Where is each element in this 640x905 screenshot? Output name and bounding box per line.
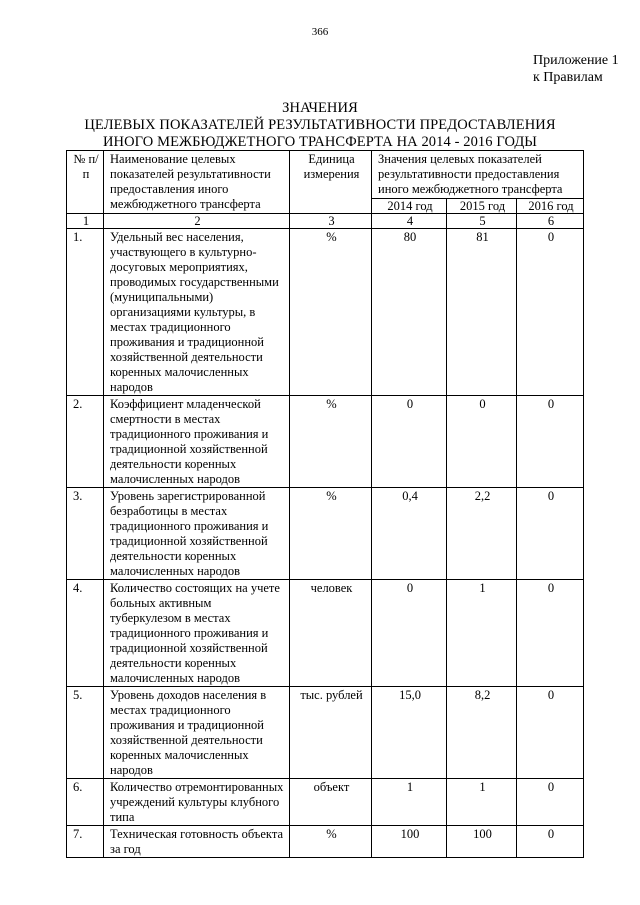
unit-cell: %: [290, 488, 372, 580]
indicator-name: Техническая готовность объекта за год: [104, 826, 290, 858]
row-number: 1.: [67, 229, 104, 396]
value-2016: 0: [517, 229, 584, 396]
value-2016: 0: [517, 687, 584, 779]
value-2015: 8,2: [447, 687, 517, 779]
row-number: 5.: [67, 687, 104, 779]
value-2016: 0: [517, 826, 584, 858]
value-2016: 0: [517, 488, 584, 580]
indicator-name: Уровень зарегистрированной безработицы в местах традиционного проживания и традиционной хозяйственной деятельности коренных малочисленных народов: [104, 488, 290, 580]
page-number: 366: [311, 26, 329, 38]
row-number: 3.: [67, 488, 104, 580]
table-row: [67, 779, 584, 826]
value-2016: 0: [517, 396, 584, 488]
title-line-2: ЦЕЛЕВЫХ ПОКАЗАТЕЛЕЙ РЕЗУЛЬТАТИВНОСТИ ПРЕДОСТАВЛЕНИЯ: [84, 117, 556, 133]
column-number: 3: [290, 214, 372, 229]
value-2014: 0: [372, 396, 447, 488]
value-2014: 100: [372, 826, 447, 858]
value-2016: 0: [517, 580, 584, 687]
value-2015: 2,2: [447, 488, 517, 580]
column-number: 4: [372, 214, 447, 229]
table-row: [67, 396, 584, 488]
title-line-3: ИНОГО МЕЖБЮДЖЕТНОГО ТРАНСФЕРТА НА 2014 - 2016 ГОДЫ: [102, 134, 538, 150]
unit-cell: %: [290, 826, 372, 858]
unit-cell: %: [290, 229, 372, 396]
indicator-name: Количество состоящих на учете больных активным туберкулезом в местах традиционного проживания и традиционной хозяйственной деятельности коренных малочисленных народов: [104, 580, 290, 687]
row-number: 2.: [67, 396, 104, 488]
indicators-table: [66, 150, 584, 858]
indicator-name: Удельный вес населения, участвующего в культурно-досуговых мероприятиях, проводимых государственными (муниципальными) организациями культуры, в местах традиционного проживания и традиционной хозяйственной деятельности коренных малочисленных народов: [104, 229, 290, 396]
column-number: 6: [517, 214, 584, 229]
row-number: 6.: [67, 779, 104, 826]
title-line-1: ЗНАЧЕНИЯ: [282, 100, 358, 116]
value-2014: 0: [372, 580, 447, 687]
unit-cell: тыс. рублей: [290, 687, 372, 779]
value-2014: 80: [372, 229, 447, 396]
appendix-caption: [533, 52, 619, 86]
header-unit: Единица измерения: [290, 151, 372, 214]
indicator-name: Уровень доходов населения в местах традиционного проживания и традиционной хозяйственной деятельности коренных малочисленных народов: [104, 687, 290, 779]
value-2014: 0,4: [372, 488, 447, 580]
table-row: [67, 488, 584, 580]
indicator-name: Количество отремонтированных учреждений культуры клубного типа: [104, 779, 290, 826]
column-number: 1: [67, 214, 104, 229]
header-values: Значения целевых показателей результативности предоставления иного межбюджетного трансферта: [372, 151, 584, 199]
value-2016: 0: [517, 779, 584, 826]
column-number: 5: [447, 214, 517, 229]
header-num: № п/п: [67, 151, 104, 214]
appendix-line-1: Приложение 1: [533, 53, 619, 68]
table-row: [67, 229, 584, 396]
indicator-name: Коэффициент младенческой смертности в местах традиционного проживания и традиционной хозяйственной деятельности коренных малочисленных народов: [104, 396, 290, 488]
value-2014: 15,0: [372, 687, 447, 779]
unit-cell: объект: [290, 779, 372, 826]
appendix-line-2: к Правилам: [533, 70, 603, 85]
table-row: [67, 580, 584, 687]
column-number-row: [67, 214, 584, 229]
header-year-2015: 2015 год: [447, 199, 517, 214]
value-2015: 1: [447, 580, 517, 687]
document-title: [0, 100, 640, 151]
table-header-row: [67, 151, 584, 199]
value-2015: 100: [447, 826, 517, 858]
row-number: 4.: [67, 580, 104, 687]
value-2015: 0: [447, 396, 517, 488]
unit-cell: %: [290, 396, 372, 488]
value-2015: 1: [447, 779, 517, 826]
unit-cell: человек: [290, 580, 372, 687]
table-row: [67, 687, 584, 779]
header-year-2016: 2016 год: [517, 199, 584, 214]
value-2014: 1: [372, 779, 447, 826]
table-row: [67, 826, 584, 858]
header-name: Наименование целевых показателей результативности предоставления иного межбюджетного трансферта: [104, 151, 290, 214]
header-year-2014: 2014 год: [372, 199, 447, 214]
row-number: 7.: [67, 826, 104, 858]
value-2015: 81: [447, 229, 517, 396]
column-number: 2: [104, 214, 290, 229]
